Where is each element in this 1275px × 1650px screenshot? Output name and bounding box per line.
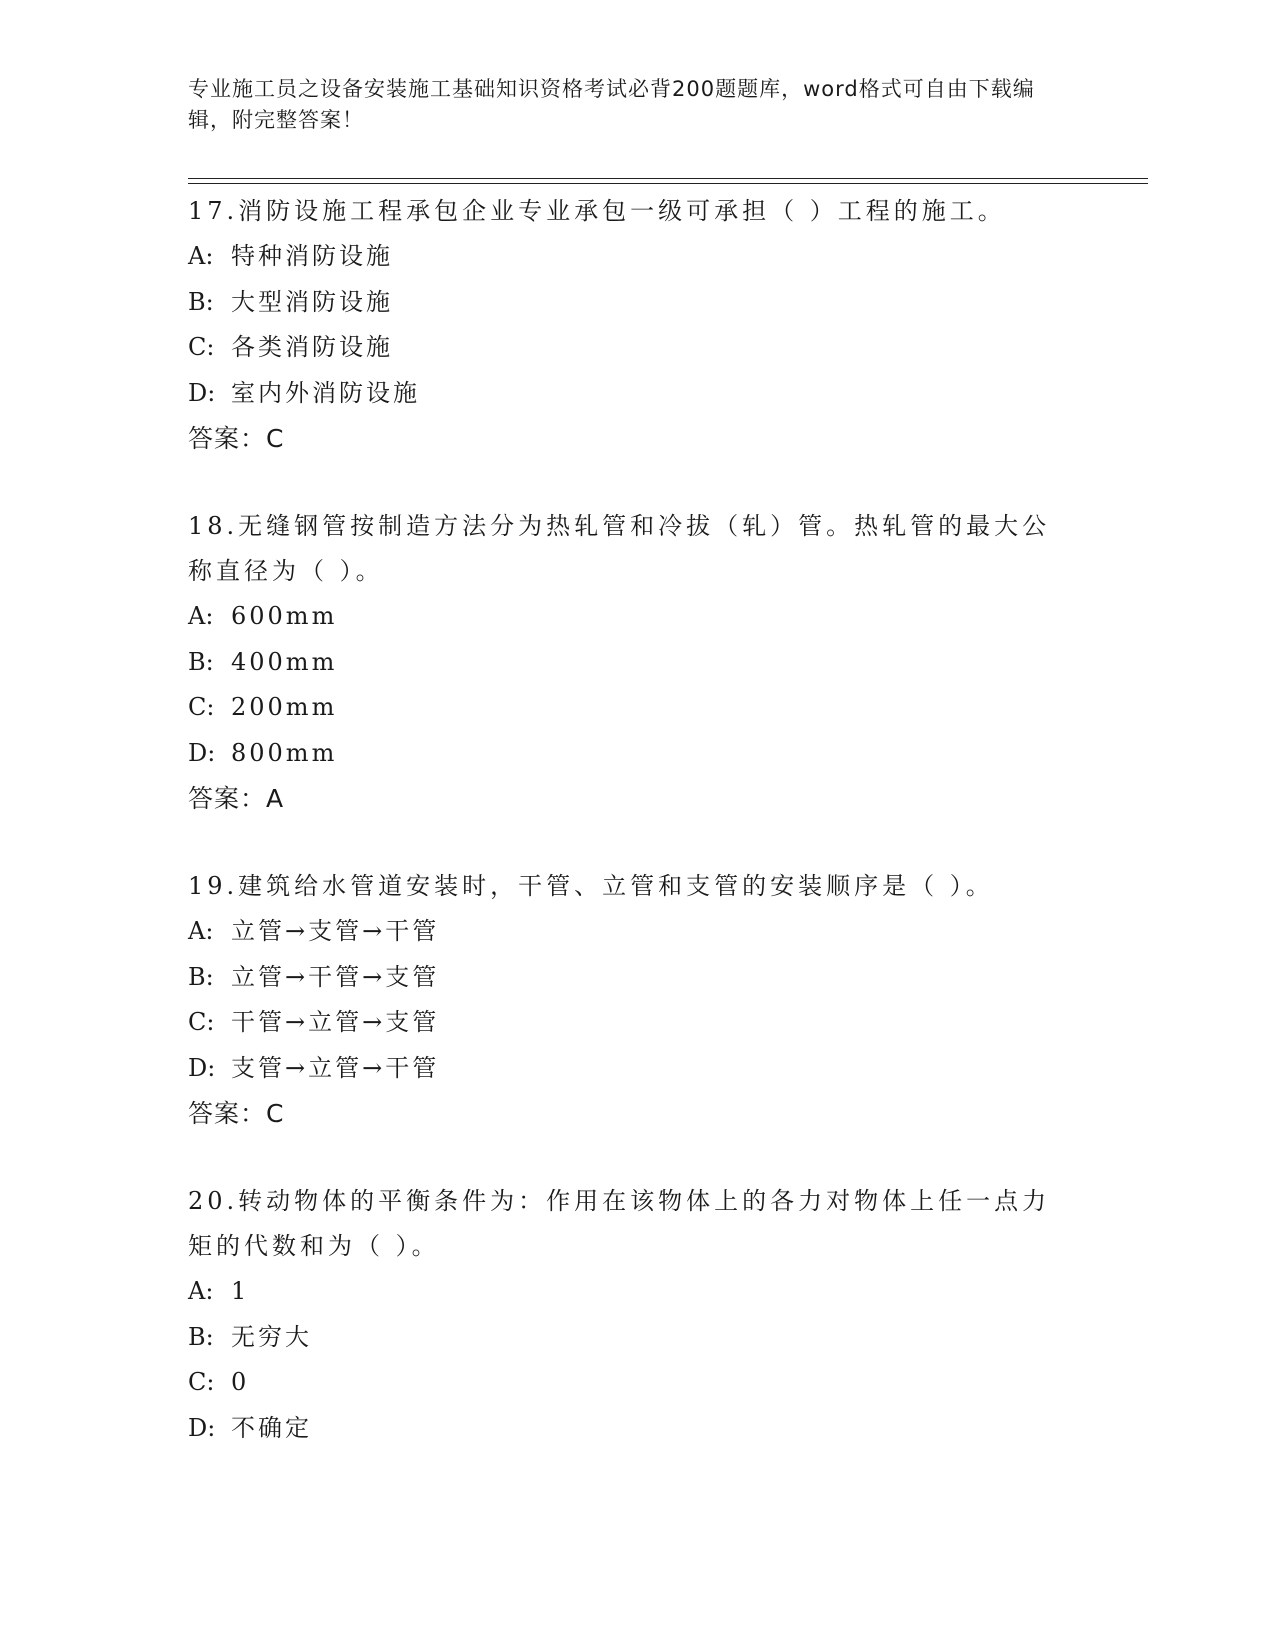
option-text: 干管→立管→支管 xyxy=(231,1008,440,1036)
option-text: 无穷大 xyxy=(231,1322,312,1351)
question-17 xyxy=(188,189,1078,461)
option-list xyxy=(188,234,1078,416)
option-key: A: xyxy=(188,602,214,630)
question-list xyxy=(188,189,1078,1451)
header-divider-bottom xyxy=(188,183,1148,184)
question-stem: 17.消防设施工程承包企业专业承包一级可承担（ ）工程的施工。 xyxy=(188,197,1006,225)
option-key: B: xyxy=(188,962,214,991)
option-text: 特种消防设施 xyxy=(231,242,393,270)
question-stem: 20.转动物体的平衡条件为：作用在该物体上的各力对物体上任一点力矩的代数和为（ ）。 xyxy=(188,1187,1051,1260)
option-key: D: xyxy=(188,1053,216,1082)
option-key: C: xyxy=(188,1368,215,1396)
option-c xyxy=(188,685,1078,731)
option-key: C: xyxy=(188,1008,215,1036)
option-text: 400mm xyxy=(231,647,338,676)
option-b xyxy=(188,955,1078,1001)
option-c xyxy=(188,1360,1078,1406)
option-key: D: xyxy=(188,1413,216,1442)
question-18 xyxy=(188,504,1078,821)
option-list xyxy=(188,594,1078,776)
option-text: 800mm xyxy=(231,738,338,767)
option-list xyxy=(188,1269,1078,1451)
option-text: 0 xyxy=(231,1368,250,1396)
question-stem: 18.无缝钢管按制造方法分为热轧管和冷拔（轧）管。热轧管的最大公称直径为（ ）。 xyxy=(188,512,1051,585)
option-text: 600mm xyxy=(231,602,338,630)
option-d xyxy=(188,371,1078,417)
option-key: A: xyxy=(188,917,214,945)
option-key: C: xyxy=(188,693,215,721)
question-19 xyxy=(188,864,1078,1136)
option-b xyxy=(188,1315,1078,1361)
option-b xyxy=(188,640,1078,686)
option-key: B: xyxy=(188,287,214,316)
option-text: 各类消防设施 xyxy=(231,333,393,361)
answer-line: 答案：A xyxy=(188,784,285,813)
option-text: 室内外消防设施 xyxy=(231,378,420,407)
option-b xyxy=(188,280,1078,326)
option-list xyxy=(188,909,1078,1091)
option-key: A: xyxy=(188,1277,214,1305)
option-text: 立管→干管→支管 xyxy=(231,962,440,991)
option-key: C: xyxy=(188,333,215,361)
option-d xyxy=(188,1046,1078,1092)
option-key: B: xyxy=(188,647,214,676)
option-a xyxy=(188,909,1078,955)
option-key: D: xyxy=(188,738,216,767)
answer-line: 答案：C xyxy=(188,424,285,453)
option-text: 200mm xyxy=(231,693,338,721)
option-d xyxy=(188,1406,1078,1452)
option-text: 支管→立管→干管 xyxy=(231,1053,440,1082)
option-c xyxy=(188,1000,1078,1046)
option-text: 1 xyxy=(231,1277,250,1305)
option-a xyxy=(188,234,1078,280)
document-header: 专业施工员之设备安装施工基础知识资格考试必背200题题库，word格式可自由下载编辑，附完整答案！ xyxy=(188,77,1035,132)
question-20 xyxy=(188,1179,1078,1451)
option-key: D: xyxy=(188,378,216,407)
option-a xyxy=(188,594,1078,640)
option-d xyxy=(188,731,1078,777)
option-text: 不确定 xyxy=(231,1413,312,1442)
option-text: 立管→支管→干管 xyxy=(231,917,440,945)
option-key: A: xyxy=(188,242,214,270)
answer-line: 答案：C xyxy=(188,1099,285,1128)
header-divider-top xyxy=(188,178,1148,179)
question-stem: 19.建筑给水管道安装时，干管、立管和支管的安装顺序是（ ）。 xyxy=(188,872,994,900)
option-c xyxy=(188,325,1078,371)
option-a xyxy=(188,1269,1078,1315)
option-text: 大型消防设施 xyxy=(231,287,393,316)
option-key: B: xyxy=(188,1322,214,1351)
